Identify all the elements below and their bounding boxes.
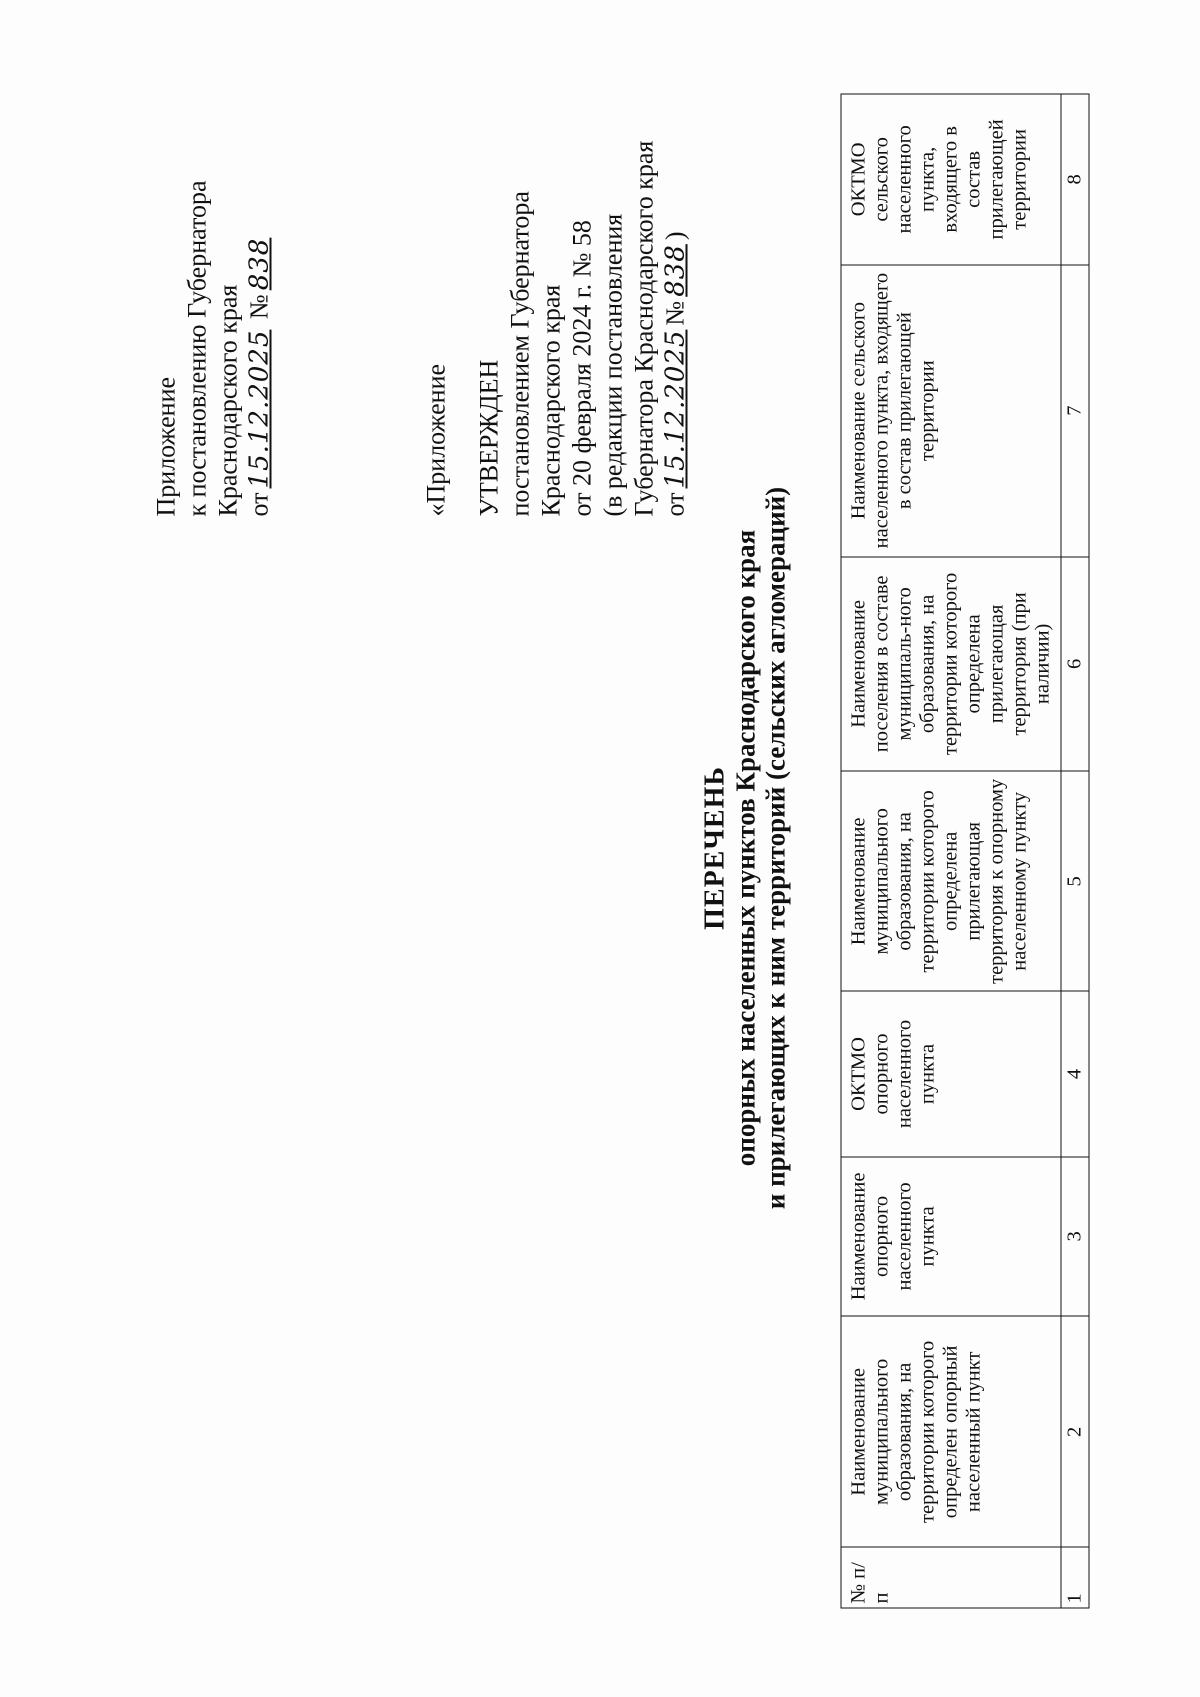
column-number-cell: 1 (1061, 1547, 1089, 1608)
column-number-cell: 2 (1061, 1316, 1089, 1547)
header-cell: Наименование муниципального образования, на территории которого определен опорный населенный пункт (841, 1316, 1061, 1547)
approved-label: УТВЕРЖДЕН (474, 359, 504, 517)
header-cell: Наименование сельского населенного пункта, входящего в состав прилегающей территории (841, 265, 1061, 557)
document-title (701, 0, 791, 1697)
appendix-line: Краснодарского края (213, 284, 243, 517)
approved-line: Губернатора Краснодарского края (629, 140, 659, 517)
column-number-cell: 8 (1061, 94, 1089, 265)
handwritten-number: 838 (660, 244, 691, 297)
title-line: опорных населенных пунктов Краснодарского края (730, 529, 761, 1167)
number-sign: № (244, 294, 274, 320)
header-cell: Наименование опорного населенного пункта (841, 1157, 1061, 1317)
column-number-cell: 5 (1061, 771, 1089, 991)
handwritten-date: 15.12.2025 (660, 329, 691, 489)
date-prefix: от (244, 492, 274, 517)
column-number-cell: 4 (1061, 991, 1089, 1156)
column-number-row (1061, 94, 1089, 1608)
approved-line: Краснодарского края (536, 284, 566, 517)
appendix-line: Приложение (151, 376, 181, 517)
quote-line: «Приложение (421, 363, 451, 517)
header-cell: Наименование поселения в составе муниципаль-ного образования, на территории которого определена прилегающая территория (при наличии) (841, 557, 1061, 772)
handwritten-date: 15.12.2025 (244, 329, 275, 489)
appendix-date-line (244, 180, 276, 516)
column-number-cell: 3 (1061, 1157, 1089, 1317)
date-prefix: от (660, 492, 690, 517)
column-number-cell: 6 (1061, 557, 1089, 772)
handwritten-number: 838 (244, 237, 275, 291)
number-sign: № (660, 300, 690, 326)
document-page (1, 0, 1200, 1697)
table-header-row (841, 94, 1061, 1608)
appendix-block (151, 180, 276, 516)
column-number-cell: 7 (1061, 265, 1089, 557)
approved-date-line (660, 141, 692, 517)
close-paren: ) (660, 231, 690, 241)
header-cell: ОКТМО сельского населенного пункта, входящего в состав прилегающей территории (841, 94, 1061, 265)
settlements-table (841, 94, 1090, 1609)
title-line: и прилегающих к ним территорий (сельских агломераций) (760, 486, 791, 1210)
approved-block (421, 141, 692, 517)
header-cell: Наименование муниципального образования, на территории которого определена прилегающая территория к опорному населенному пункту (841, 771, 1061, 991)
header-cell: ОКТМО опорного населенного пункта (841, 991, 1061, 1156)
approved-line: постановлением Губернатора (505, 191, 535, 517)
header-cell: № п/п (841, 1547, 1061, 1608)
appendix-line: к постановлению Губернатора (182, 180, 212, 517)
title-main: ПЕРЕЧЕНЬ (699, 766, 731, 930)
approved-line: (в редакции постановления (598, 213, 628, 517)
approved-line: от 20 февраля 2024 г. № 58 (567, 220, 597, 517)
